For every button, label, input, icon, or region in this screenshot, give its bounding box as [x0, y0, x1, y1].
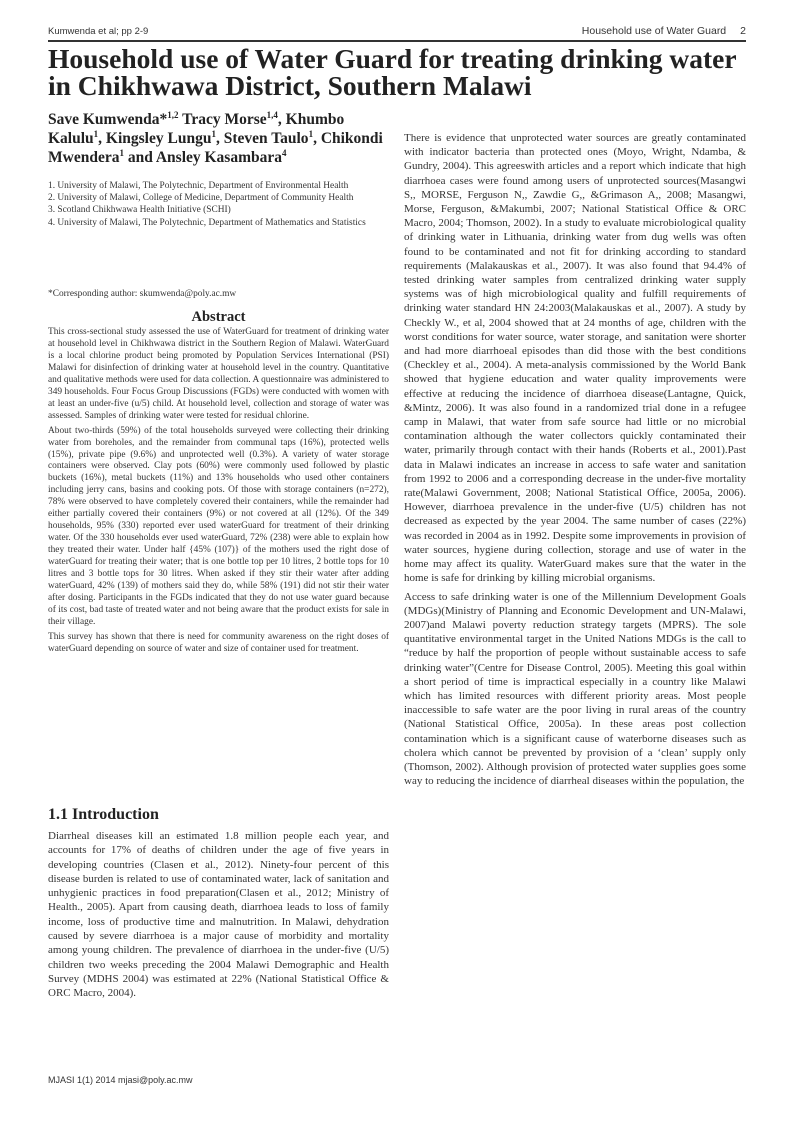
- author-separator: ,: [277, 111, 286, 128]
- author-separator: ,: [98, 130, 106, 147]
- abstract-heading: Abstract: [191, 309, 246, 325]
- body-paragraph: There is evidence that unprotected water sources are greatly contaminated with indicator bacteria than protected ones (Moyo, Wright, Ndamba, & Gundry, 2004). This agreeswith articles and a report which indicate that high diarrhoea cases were found among users of unprotected sources(Masangwi S,, MORSE, Ferguson N,, Zawdie G,, &Grimason A,, 2008; Masangwi, Morse, Ferguson, &Makumbi, 2007; National Statistical Office & ORC Macro, 2004; Thomson, 2002). In a study to evaluate microbiological quality of drinking water in Lithuania, drinking water from dug wells was often found to be contaminated and not fit for drinking according to standard requirements (Malakauskas et al., 2007). It was also found that 94.4% of tested drinking water samples from centralized drinking water supply systems was of high microbiological quality and fulfill requirements of drinking water standard HN 24:2003(Malakauskas et al., 2007). A study by Checkly W., et al, 2004 showed that at 24 months of age, children with the worst conditions for water source, water storage, and sanitation were shorter and had more diarrhoeal episodes than did those with the best conditions (Checkley et al., 2004). A meta-analysis commissioned by the World Bank showed that hygiene education and water quality improvements were effective at reducing the incidence of diarrhoea disease(Lantagne, Quick, &Mintz, 2006). It was also found in a randomized trial done in a refugee camp in Malawi, that water from safe source had little or no microbial contamination although the water collectors quickly contaminated their water, primarily through contact with their hands (Roberts et al., 2001).Past data in Malawi indicates an increase in access to safe water and sanitation from 1992 to 2006 and a corresponding decrease in the under-five mortality rate(Malawi Government, 2008; National Statistical Office, 2005a, 2006). However, diarrhoea prevalence in the under-five (U/5) children has not decreased as expected by the year 2004. The same number of cases (22%) was recorded in 2004 as in 1992. Despite some improvements in provision of water sources, hygiene during collection, storage and use of water in the home may affect its quality. WaterGuard makes sure that the water in the home is safe for drinking by killing microbial organisms.: [404, 132, 746, 585]
- affiliation-3: 3. Scotland Chikhwawa Health Initiative (SCHI): [48, 205, 231, 216]
- author-name: Khumbo Kalulu: [48, 111, 345, 147]
- author-separator: ,: [313, 130, 321, 147]
- author-separator: and: [123, 149, 156, 166]
- page-footer: MJASI 1(1) 2014 mjasi@poly.ac.mw: [48, 1075, 193, 1085]
- affiliation-2: 2. University of Malawi, College of Medicine, Department of Community Health: [48, 193, 354, 204]
- affiliation-marker: 1: [119, 147, 124, 158]
- affiliation-marker: 1: [211, 128, 216, 139]
- affiliation-4: 4. University of Malawi, The Polytechnic, Department of Mathematics and Statistics: [48, 217, 366, 228]
- author-name: Save Kumwenda*: [48, 111, 168, 128]
- body-paragraph: Diarrheal diseases kill an estimated 1.8 million people each year, and accounts for 17% of deaths of children under the age of five years in developing countries (Clasen et al., 2012). Ninety-four percent of this disease burden is related to use of contaminated water, lack of sanitation and unhygienic practices in food preparation(Clasen et al., 2012; Ministry of Health., 2005). Apart from causing death, diarrhoea leads to loss of family income, loss of productive time and malnutrition. In Malawi, dehydration caused by severe diarrhoea is a major cause of morbidity and mortality among young children. The prevalence of diarrhoea in the under-five (U/5) children two weeks preceding the 2004 Malawi Demographic and Health Survey (MDHS 2004) was estimated at 22% (National Statistical Office & ORC Macro, 2004).: [48, 830, 389, 1000]
- abstract-paragraph: This survey has shown that there is need for community awareness on the right doses of waterGuard depending on source of water and size of container used for treatment.: [48, 631, 389, 654]
- body-paragraph: Access to safe drinking water is one of the Millennium Development Goals (MDGs)(Ministry of Planning and Economic Development and UN-Malawi, 2007)and Malawi poverty reduction strategy targets (MPRS). The sole quantitative environmental target in the United Nations MDGs is the call to “reduce by half the proportion of people without sustainable access to safe drinking water”(Centre for Disease Control, 2005). Meeting this goal within a short period of time is impractical especially in a country like Malawi which has limited resources with different priority areas. Most people inaccessible to safe water are the poor living in rural areas of the country (National Statistical Office, 2005a). In these areas post collection contamination which is a significant cause of waterborne diseases such as cholera which cannot be prevented by provision of a ‘clean’ supply only (Thomson, 2002). Although provision of protected water supplies goes some way to reducing the incidence of diarrheal diseases within the population, the: [404, 590, 746, 788]
- author-name: Chikondi Mwendera: [48, 130, 383, 166]
- affiliation-marker: 1,2: [167, 109, 179, 120]
- affiliation-marker: 4: [282, 147, 287, 158]
- introduction-body: [48, 829, 389, 1001]
- author-name: Tracy Morse: [182, 111, 267, 128]
- corresponding-author: *Corresponding author: skumwenda@poly.ac.mw: [48, 289, 237, 299]
- abstract-body: [48, 327, 389, 659]
- author-separator: ,: [215, 130, 224, 147]
- affiliation-marker: 1,4: [266, 109, 278, 120]
- running-header-authors: Kumwenda et al; pp 2-9: [48, 26, 149, 37]
- author-name: Ansley Kasambara: [155, 149, 283, 166]
- affiliation-marker: 1: [93, 128, 99, 139]
- author-name: Steven Taulo: [223, 130, 309, 147]
- header-rule: [48, 40, 746, 42]
- abstract-paragraph: About two-thirds (59%) of the total households surveyed were collecting their drinking water from boreholes, and the remainder from communal taps (16%), protected wells (15%), private pipe (9.6%) and unprotected well (0.3%). A variety of water storage containers were observed. Clay pots (60%) were commonly used followed by plastic buckets (16%), metal buckets (11%) and 13% households who used other containers including jerry cans, basins and cooking pots. Of those with storage containers (n=272), 78% were observed to have completely covered their containers, while the remainder had either partially covered their containers (9%) or not covered at all (12%). Of the 349 households, 95% (330) reported ever used waterGuard for treatment of their drinking water. Of the 330 households ever used waterGuard, 72% (238) were able to explain how they treated their water. Under half {45% (107)} of the mothers used the right dose of waterGuard for treating their water; that is one bottle top per 10 litres, 2 bottle tops for 10 litres and 3 bottle tops for 30 litres. When asked if they stir their water after adding waterGuard, 42% (139) of mothers said they do, while 58% (191) did not stir their water after dosing. Participants in the FGDs indicated that they do not use water guard because of its cost, bad taste of treated water and not being aware that the product exists for sale in their village.: [48, 425, 389, 627]
- affiliation-1: 1. University of Malawi, The Polytechnic, Department of Environmental Health: [48, 181, 349, 191]
- affiliation-marker: 1: [308, 128, 314, 139]
- affiliations: [48, 180, 389, 229]
- introduction-heading: 1.1 Introduction: [48, 806, 159, 823]
- author-list: [48, 110, 393, 167]
- abstract-paragraph: This cross-sectional study assessed the use of WaterGuard for treatment of drinking water at household level in Chikhwawa district in the Southern Region of Malawi. WaterGuard is a local chlorine product being promoted by Population Services International (PSI) Malawi for disinfection of drinking water at household level in the country. Quantitative and qualitative methods were used for data collection. A questionnaire was administered to 349 households. Four Focus Group Discussions (FGDs) were conducted with women with at least an under-five (u/5) child. At household level, collection and storage of water was assessed. Samples of drinking water were tested for residual chlorine.: [48, 327, 389, 421]
- running-header-title: [582, 25, 746, 37]
- paper-title: Household use of Water Guard for treating drinking water in Chikhwawa District, Southern Malawi: [48, 43, 737, 101]
- right-column-body: [404, 131, 746, 792]
- author-name: Kingsley Lungu: [105, 130, 212, 147]
- page-number: 2: [740, 25, 746, 37]
- running-title: Household use of Water Guard: [581, 25, 727, 37]
